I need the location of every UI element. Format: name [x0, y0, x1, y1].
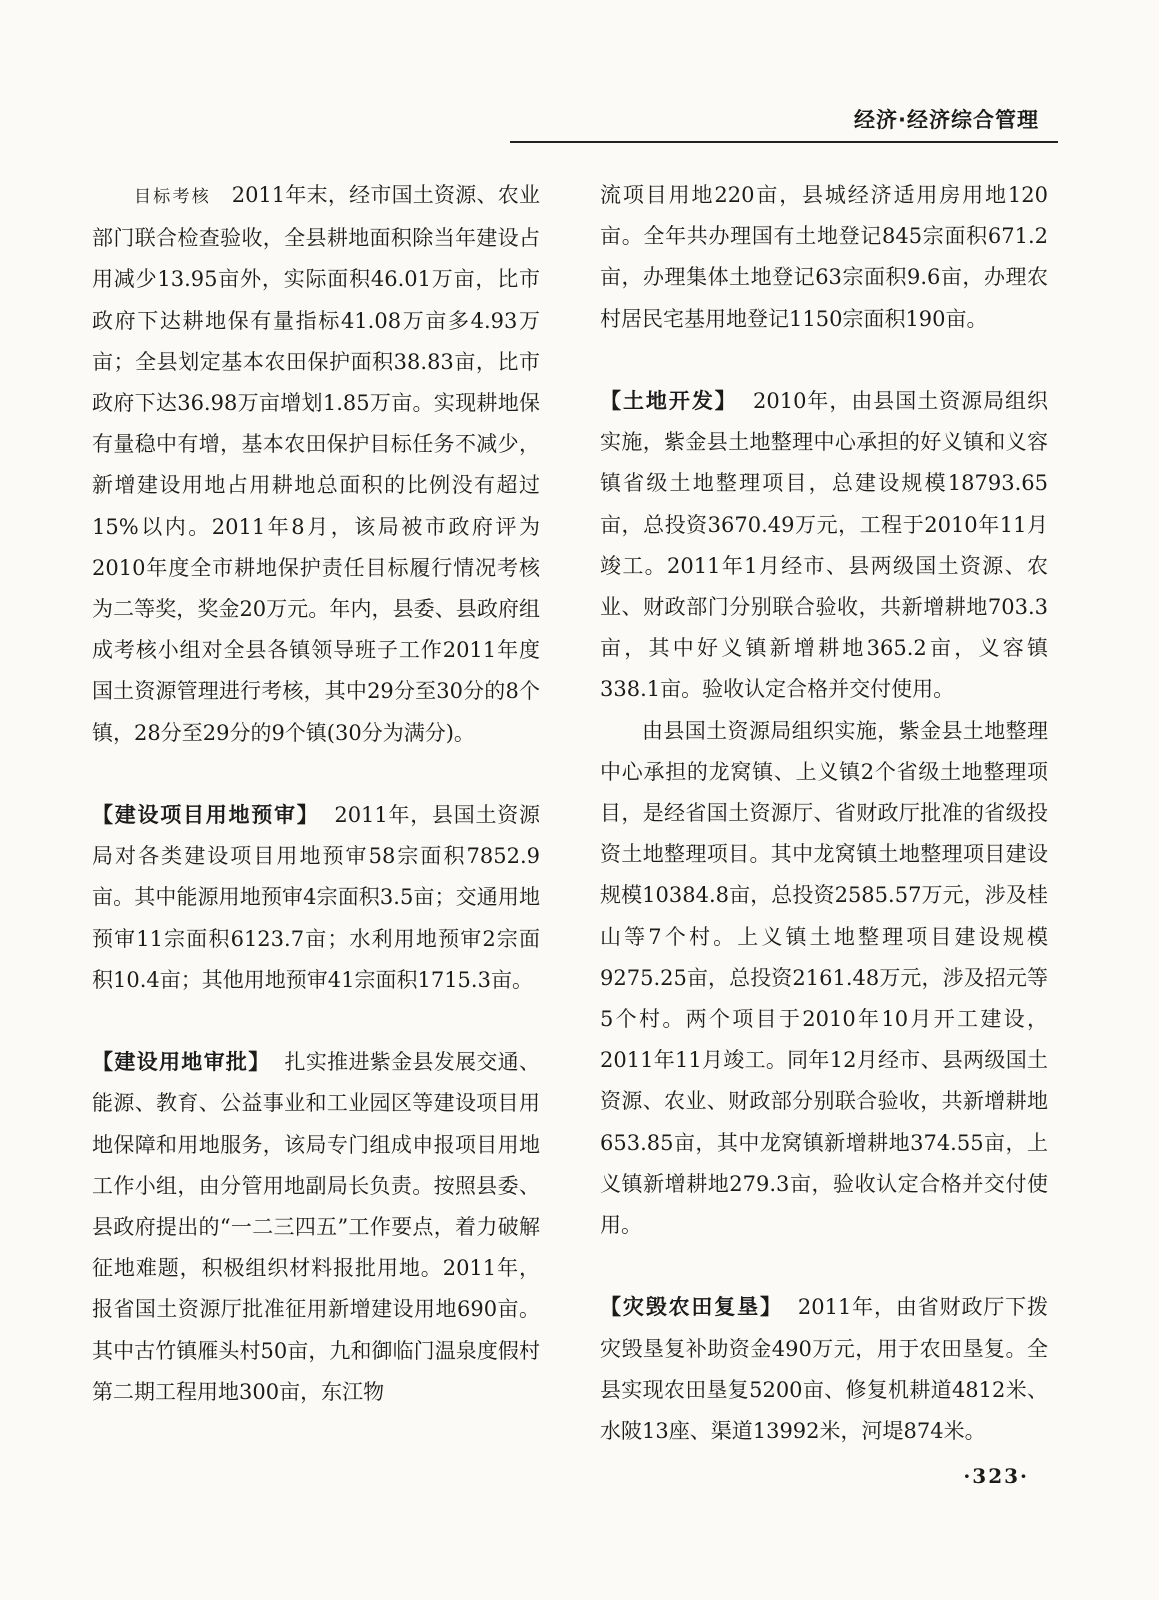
section-heading: 【建设项目用地预审】	[92, 803, 320, 828]
header-rule	[510, 141, 1058, 143]
section-heading: 【灾毁农田复垦】	[600, 1295, 783, 1320]
paragraph-target-assessment	[92, 175, 540, 754]
paragraph-construction-land-approval	[92, 1042, 540, 1413]
paragraph-text: 2011年，由省财政厅下拨灾毁垦复补助资金490万元，用于农田垦复。全县实现农田垦复5200亩、修复机耕道4812米、水陂13座、渠道13992米，河堤874米。	[600, 1295, 1049, 1444]
section-heading: 【建设用地审批】	[92, 1050, 271, 1075]
page-number: ·323·	[963, 1464, 1029, 1488]
paragraph-project-land-preexamination	[92, 795, 540, 1001]
paragraph-lead: 目标考核	[134, 187, 211, 207]
section-heading: 【土地开发】	[600, 389, 738, 413]
paragraph-land-consolidation: 由县国土资源局组织实施，紫金县土地整理中心承担的龙窝镇、上义镇2个省级土地整理项目，是经省国土资源厅、省财政厅批准的省级投资土地整理项目。其中龙窝镇土地整理项目建设规模10384.8亩，总投资2585.57万元，涉及桂山等7个村。上义镇土地整理项目建设规模9275.25亩，总投资2161.48万元，涉及招元等5个村。两个项目于2010年10月开工建设，2011年11月竣工。同年12月经市、县两级国土资源、农业、财政部分别联合验收，共新增耕地653.85亩，其中龙窝镇新增耕地374.55亩，上义镇新增耕地279.3亩，验收认定合格并交付使用。	[600, 718, 1048, 1238]
right-column	[600, 175, 1048, 1452]
paragraph-text: 2011年，县国土资源局对各类建设项目用地预审58宗面积7852.9亩。其中能源用地预审4宗面积3.5亩；交通用地预审11宗面积6123.7亩；水利用地预审2宗面积10.4亩；其他用地预审41宗面积1715.3亩。	[92, 803, 540, 992]
paragraph-land-development	[600, 381, 1048, 711]
paragraph-farmland-reclamation	[600, 1287, 1048, 1452]
page-header	[0, 0, 1159, 160]
paragraph-text: 2010年，由县国土资源局组织实施，紫金县土地整理中心承担的好义镇和义容镇省级土地整理项目，总建设规模18793.65亩，总投资3670.49万元，工程于2010年11月竣工。2011年1月经市、县两级国土资源、农业、财政部门分别联合验收，共新增耕地703.3亩，其中好义镇新增耕地365.2亩，义容镇338.1亩。验收认定合格并交付使用。	[600, 389, 1048, 702]
paragraph-text: 2011年末，经市国土资源、农业部门联合检查验收，全县耕地面积除当年建设占用减少13.95亩外，实际面积46.01万亩，比市政府下达耕地保有量指标41.08万亩多4.93万亩；全县划定基本农田保护面积38.83亩，比市政府下达36.98万亩增划1.85万亩。实现耕地保有量稳中有增，基本农田保护目标任务不减少，新增建设用地占用耕地总面积的比例没有超过15%以内。2011年8月，该局被市政府评为2010年度全市耕地保护责任目标履行情况考核为二等奖，奖金20万元。年内，县委、县政府组成考核小组对全县各镇领导班子工作2011年度国土资源管理进行考核，其中29分至30分的8个镇，28分至29分的9个镇(30分为满分)。	[92, 183, 540, 745]
left-column	[92, 175, 540, 1413]
section-title: 经济·经济综合管理	[854, 108, 1039, 132]
paragraph-text: 扎实推进紫金县发展交通、能源、教育、公益事业和工业园区等建设项目用地保障和用地服务，该局专门组成申报项目用地工作小组，由分管用地副局长负责。按照县委、县政府提出的“一二三四五”工作要点，着力破解征地难题，积极组织材料报批用地。2011年，报省国土资源厅批准征用新增建设用地690亩。其中古竹镇雁头村50亩，九和御临门温泉度假村第二期工程用地300亩，东江物	[92, 1050, 540, 1404]
paragraph-continuation: 流项目用地220亩，县城经济适用房用地120亩。全年共办理国有土地登记845宗面积671.2亩，办理集体土地登记63宗面积9.6亩，办理农村居民宅基用地登记1150宗面积190亩。	[600, 183, 1048, 331]
